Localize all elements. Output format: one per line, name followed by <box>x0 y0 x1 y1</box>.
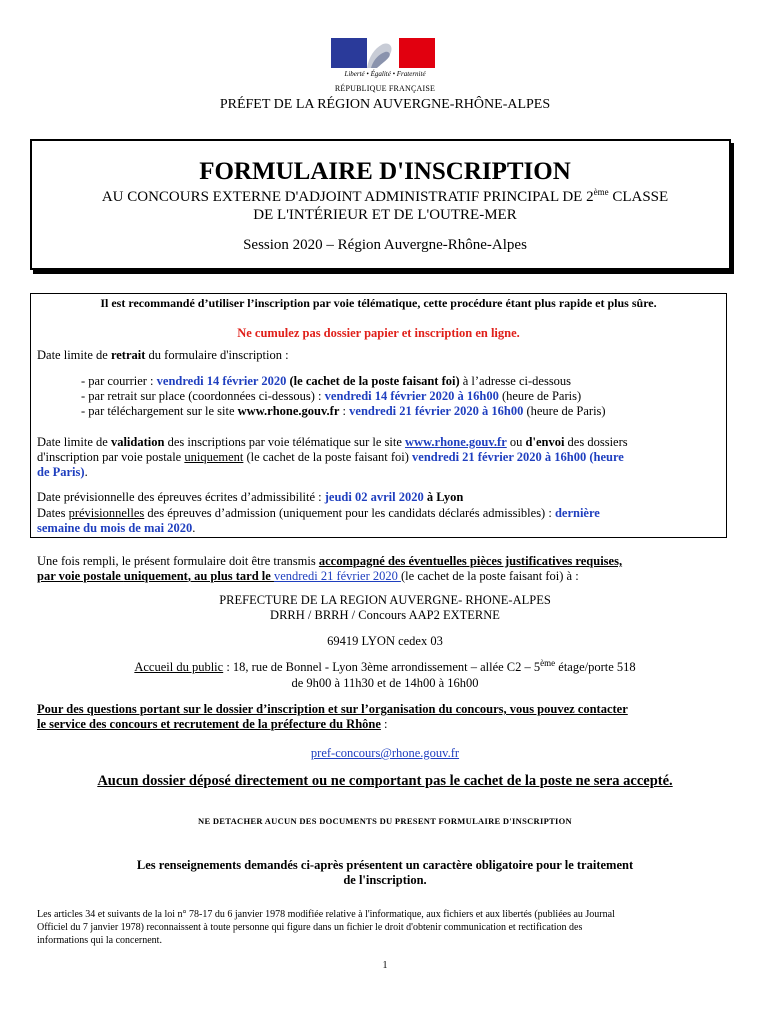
accueil-public: Accueil du public : 18, rue de Bonnel - Lyon 3ème arrondissement – allée C2 – 5ème étage/porte 518 <box>134 657 636 674</box>
ne-detacher-notice: NE DETACHER AUCUN DES DOCUMENTS DU PRESENT FORMULAIRE D'INSCRIPTION <box>198 816 572 826</box>
retrait-telechargement: - par téléchargement sur le site www.rhone.gouv.fr : vendredi 21 février 2020 à 16h00 (heure de Paris) <box>81 404 606 418</box>
retrait-sur-place: - par retrait sur place (coordonnées ci-dessous) : vendredi 14 février 2020 à 16h00 (heure de Paris) <box>81 389 582 403</box>
ecrits-date: Date prévisionnelle des épreuves écrites d’admissibilité : jeudi 02 avril 2020 à Lyon <box>37 490 464 504</box>
title-subtitle-line1: AU CONCOURS EXTERNE D'ADJOINT ADMINISTRATIF PRINCIPAL DE 2ème CLASSE <box>101 187 669 205</box>
logo-motto: Liberté • Égalité • Fraternité <box>344 70 426 78</box>
recommendation-text: Il est recommandé d’utiliser l’inscription par voie télématique, cette procédure étant plus rapide et plus sûre. <box>100 296 657 310</box>
adresse-line3: 69419 LYON cedex 03 <box>327 634 443 648</box>
validation-deadline-line3: de Paris). <box>37 465 88 479</box>
no-cumul-warning: Ne cumulez pas dossier papier et inscription en ligne. <box>237 326 520 340</box>
prefet-heading: PRÉFET DE LA RÉGION AUVERGNE-RHÔNE-ALPES <box>219 97 551 112</box>
validation-deadline-line1: Date limite de validation des inscriptions par voie télématique sur le site www.rhone.gouv.fr ou d'envoi des dossiers <box>37 435 628 449</box>
envoi-line2: par voie postale uniquement, au plus tard le vendredi 21 février 2020 (le cachet de la poste faisant foi) à : <box>37 569 579 583</box>
adresse-line2: DRRH / BRRH / Concours AAP2 EXTERNE <box>270 608 500 622</box>
renseignements-line1: Les renseignements demandés ci-après présentent un caractère obligatoire pour le traitement <box>136 858 634 872</box>
loi-line1: Les articles 34 et suivants de la loi n° 78-17 du 6 janvier 1978 modifiée relative à l'informatique, aux fichiers et aux libertés (publiées au Journal <box>37 909 615 920</box>
admission-dates-line2: semaine du mois de mai 2020. <box>37 521 196 535</box>
marianne-flag-icon <box>331 38 435 72</box>
logo-republique: RÉPUBLIQUE FRANÇAISE <box>334 84 436 93</box>
page-number: 1 <box>382 960 388 971</box>
renseignements-line2: de l'inscription. <box>343 873 427 887</box>
retrait-courrier: - par courrier : vendredi 14 février 2020 (le cachet de la poste faisant foi) à l’adresse ci-dessous <box>81 374 572 388</box>
accueil-horaires: de 9h00 à 11h30 et de 14h00 à 16h00 <box>291 676 479 690</box>
adresse-line1: PREFECTURE DE LA REGION AUVERGNE- RHONE-ALPES <box>219 593 551 607</box>
session-label: Session 2020 – Région Auvergne-Rhône-Alpes <box>243 237 527 253</box>
rhone-gouv-link[interactable]: www.rhone.gouv.fr <box>405 435 507 449</box>
contact-email-link[interactable]: pref-concours@rhone.gouv.fr <box>310 746 460 760</box>
avertissement-text: Aucun dossier déposé directement ou ne comportant pas le cachet de la poste ne sera accepté. <box>97 773 673 789</box>
questions-line1: Pour des questions portant sur le dossier d’inscription et sur l’organisation du concours, vous pouvez contacter <box>37 702 628 716</box>
loi-line2: Officiel du 7 janvier 1978) reconnaissent à toute personne qui figure dans un fichier le droit d'obtenir communication et rectification des <box>37 922 583 933</box>
validation-deadline-line2: d'inscription par voie postale uniquement (le cachet de la poste faisant foi) vendredi 21 février 2020 à 16h00 (heure <box>37 450 624 464</box>
title-subtitle-line2: DE L'INTÉRIEUR ET DE L'OUTRE-MER <box>253 207 517 223</box>
questions-line2: le service des concours et recrutement de la préfecture du Rhône : <box>37 717 388 731</box>
envoi-line1: Une fois rempli, le présent formulaire doit être transmis accompagné des éventuelles pièces justificatives requises, <box>37 554 623 568</box>
page-title: FORMULAIRE D'INSCRIPTION <box>199 158 571 185</box>
loi-line3: informations qui la concernent. <box>37 935 162 946</box>
retrait-deadline-intro: Date limite de retrait du formulaire d'inscription : <box>37 348 289 362</box>
admission-dates-line1: Dates prévisionnelles des épreuves d’admission (uniquement pour les candidats déclarés admissibles) : dernière <box>37 506 600 520</box>
